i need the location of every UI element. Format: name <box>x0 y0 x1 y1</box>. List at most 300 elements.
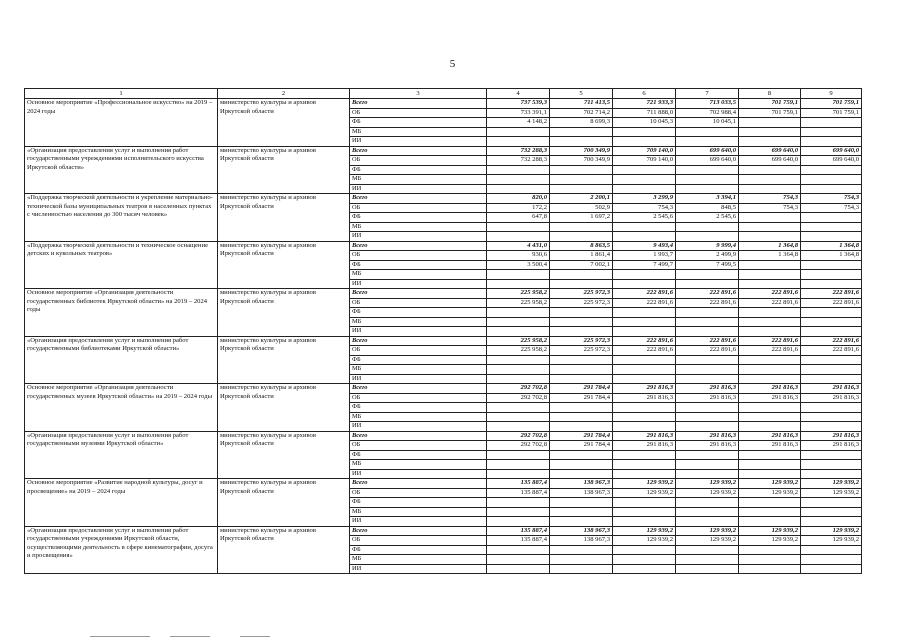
amount-cell: 222 891,6 <box>613 346 676 356</box>
amount-cell <box>487 555 550 565</box>
amount-cell <box>801 137 862 147</box>
amount-cell <box>801 279 862 289</box>
amount-cell <box>801 213 862 223</box>
funding-source: МБ <box>350 175 487 185</box>
amount-cell <box>550 517 613 527</box>
measure-name: Основное мероприятие «Профессиональное искусство» на 2019 – 2024 годы <box>25 99 218 147</box>
funding-source: ФБ <box>350 213 487 223</box>
amount-cell: 291 784,4 <box>550 393 613 403</box>
amount-cell <box>550 279 613 289</box>
amount-cell <box>801 175 862 185</box>
amount-cell <box>613 564 676 574</box>
amount-cell <box>676 222 739 232</box>
amount-cell: 701 759,1 <box>739 108 801 118</box>
amount-cell <box>550 450 613 460</box>
amount-cell: 732 288,3 <box>487 156 550 166</box>
amount-cell: 129 939,2 <box>613 526 676 536</box>
measure-name: «Организация предоставления услуг и выполнения работ государственными библиотеками Иркутской области» <box>25 336 218 384</box>
amount-cell: 848,5 <box>676 203 739 213</box>
amount-cell <box>739 165 801 175</box>
amount-cell: 737 539,3 <box>487 99 550 109</box>
responsible-org: министерство культуры и архивов Иркутской области <box>218 479 350 527</box>
amount-cell <box>739 184 801 194</box>
amount-cell: 754,3 <box>801 203 862 213</box>
funding-source: Всего <box>350 526 487 536</box>
amount-cell: 699 640,0 <box>739 156 801 166</box>
responsible-org: министерство культуры и архивов Иркутской области <box>218 194 350 242</box>
amount-cell <box>739 137 801 147</box>
amount-cell <box>676 507 739 517</box>
amount-cell: 291 816,3 <box>676 441 739 451</box>
header-cell-1: 1 <box>25 89 218 99</box>
amount-cell: 222 891,6 <box>613 336 676 346</box>
measure-name: Основное мероприятие «Развитие народной культуры, досуг и просвещение» на 2019 – 2024 годы <box>25 479 218 527</box>
amount-cell <box>676 175 739 185</box>
amount-cell <box>801 270 862 280</box>
amount-cell: 7 499,5 <box>676 260 739 270</box>
amount-cell <box>613 412 676 422</box>
amount-cell <box>801 422 862 432</box>
amount-cell: 222 891,6 <box>676 298 739 308</box>
responsible-org: министерство культуры и архивов Иркутской области <box>218 241 350 289</box>
funding-source: МБ <box>350 270 487 280</box>
amount-cell <box>613 374 676 384</box>
amount-cell: 7 002,1 <box>550 260 613 270</box>
amount-cell <box>739 507 801 517</box>
amount-cell: 225 972,3 <box>550 298 613 308</box>
funding-source: ИИ <box>350 469 487 479</box>
amount-cell <box>487 232 550 242</box>
amount-cell <box>801 232 862 242</box>
amount-cell <box>739 213 801 223</box>
amount-cell <box>676 412 739 422</box>
amount-cell <box>550 355 613 365</box>
amount-cell: 222 891,6 <box>739 289 801 299</box>
amount-cell <box>487 545 550 555</box>
funding-source: ФБ <box>350 118 487 128</box>
amount-cell <box>676 498 739 508</box>
amount-cell <box>739 498 801 508</box>
measure-name: «Организация предоставления услуг и выполнения работ государственными учреждениями Иркутской области, осуществляющими деятельность в сфере кинематографии, досуга и просвещения» <box>25 526 218 574</box>
amount-cell <box>676 450 739 460</box>
amount-cell <box>487 317 550 327</box>
amount-cell: 4 431,0 <box>487 241 550 251</box>
amount-cell <box>739 545 801 555</box>
amount-cell: 135 887,4 <box>487 488 550 498</box>
amount-cell <box>739 564 801 574</box>
header-cell-8: 8 <box>739 89 801 99</box>
amount-cell: 172,2 <box>487 203 550 213</box>
amount-cell: 129 939,2 <box>739 526 801 536</box>
amount-cell <box>676 374 739 384</box>
amount-cell <box>550 232 613 242</box>
amount-cell <box>739 175 801 185</box>
amount-cell <box>487 507 550 517</box>
amount-cell: 291 784,4 <box>550 441 613 451</box>
amount-cell <box>739 317 801 327</box>
amount-cell: 292 702,8 <box>487 384 550 394</box>
amount-cell: 291 816,3 <box>801 431 862 441</box>
header-cell-3: 3 <box>350 89 487 99</box>
amount-cell: 699 640,0 <box>739 146 801 156</box>
amount-cell <box>676 545 739 555</box>
amount-cell <box>613 469 676 479</box>
amount-cell <box>550 222 613 232</box>
funding-source: МБ <box>350 555 487 565</box>
amount-cell: 1 364,8 <box>739 251 801 261</box>
funding-source: МБ <box>350 317 487 327</box>
funding-source: ФБ <box>350 450 487 460</box>
amount-cell: 129 939,2 <box>739 488 801 498</box>
amount-cell <box>487 450 550 460</box>
amount-cell: 291 816,3 <box>613 441 676 451</box>
amount-cell <box>613 317 676 327</box>
amount-cell <box>801 308 862 318</box>
amount-cell: 222 891,6 <box>739 298 801 308</box>
amount-cell: 225 958,2 <box>487 298 550 308</box>
table-row <box>25 526 862 536</box>
measure-name: «Организация предоставления услуг и выполнения работ государственными музеями Иркутской области» <box>25 431 218 479</box>
amount-cell <box>801 403 862 413</box>
amount-cell: 222 891,6 <box>801 346 862 356</box>
amount-cell: 292 702,8 <box>487 393 550 403</box>
funding-source: МБ <box>350 412 487 422</box>
amount-cell <box>801 450 862 460</box>
amount-cell <box>613 279 676 289</box>
amount-cell <box>613 450 676 460</box>
amount-cell: 699 640,0 <box>801 146 862 156</box>
amount-cell: 647,8 <box>487 213 550 223</box>
amount-cell <box>801 374 862 384</box>
amount-cell <box>613 365 676 375</box>
amount-cell: 291 784,4 <box>550 384 613 394</box>
amount-cell <box>487 374 550 384</box>
table-row <box>25 241 862 251</box>
amount-cell <box>613 555 676 565</box>
responsible-org: министерство культуры и архивов Иркутской области <box>218 384 350 432</box>
funding-source: МБ <box>350 460 487 470</box>
measure-name: Основное мероприятие «Организация деятельности государственных музеев Иркутской области» на 2019 – 2024 годы <box>25 384 218 432</box>
measure-name: «Поддержка творческой деятельности и техническое оснащение детских и кукольных театров» <box>25 241 218 289</box>
amount-cell <box>676 327 739 337</box>
amount-cell: 129 939,2 <box>801 526 862 536</box>
funding-source: ОБ <box>350 441 487 451</box>
amount-cell <box>613 498 676 508</box>
funding-source: Всего <box>350 384 487 394</box>
responsible-org: министерство культуры и архивов Иркутской области <box>218 146 350 194</box>
amount-cell: 222 891,6 <box>801 336 862 346</box>
amount-cell: 291 784,4 <box>550 431 613 441</box>
amount-cell <box>801 517 862 527</box>
amount-cell: 222 891,6 <box>676 289 739 299</box>
amount-cell <box>801 564 862 574</box>
amount-cell <box>487 517 550 527</box>
amount-cell: 2 545,6 <box>613 213 676 223</box>
amount-cell <box>487 469 550 479</box>
amount-cell <box>676 460 739 470</box>
amount-cell: 4 148,2 <box>487 118 550 128</box>
amount-cell <box>739 422 801 432</box>
table-row <box>25 431 862 441</box>
amount-cell <box>550 545 613 555</box>
amount-cell <box>550 422 613 432</box>
funding-source: Всего <box>350 479 487 489</box>
amount-cell <box>487 403 550 413</box>
amount-cell: 292 702,8 <box>487 441 550 451</box>
amount-cell <box>801 469 862 479</box>
amount-cell: 10 045,3 <box>613 118 676 128</box>
amount-cell <box>676 137 739 147</box>
table-row <box>25 479 862 489</box>
amount-cell: 129 939,2 <box>801 536 862 546</box>
amount-cell: 3 299,9 <box>613 194 676 204</box>
amount-cell <box>676 517 739 527</box>
amount-cell <box>676 469 739 479</box>
funding-source: ФБ <box>350 260 487 270</box>
funding-source: ИИ <box>350 232 487 242</box>
amount-cell <box>550 469 613 479</box>
amount-cell: 700 349,9 <box>550 156 613 166</box>
amount-cell: 222 891,6 <box>613 289 676 299</box>
amount-cell <box>613 222 676 232</box>
amount-cell <box>550 127 613 137</box>
amount-cell <box>676 422 739 432</box>
amount-cell <box>739 308 801 318</box>
amount-cell <box>550 374 613 384</box>
amount-cell <box>613 127 676 137</box>
amount-cell <box>801 327 862 337</box>
amount-cell <box>550 412 613 422</box>
amount-cell <box>550 365 613 375</box>
amount-cell: 291 816,3 <box>801 441 862 451</box>
amount-cell: 222 891,6 <box>676 346 739 356</box>
responsible-org: министерство культуры и архивов Иркутской области <box>218 99 350 147</box>
amount-cell: 1 697,2 <box>550 213 613 223</box>
responsible-org: министерство культуры и архивов Иркутской области <box>218 431 350 479</box>
funding-source: ОБ <box>350 156 487 166</box>
amount-cell: 3 500,4 <box>487 260 550 270</box>
amount-cell: 699 640,0 <box>676 146 739 156</box>
amount-cell <box>487 279 550 289</box>
amount-cell <box>613 137 676 147</box>
amount-cell: 291 816,3 <box>676 384 739 394</box>
amount-cell <box>801 184 862 194</box>
amount-cell: 129 939,2 <box>613 479 676 489</box>
amount-cell: 135 887,4 <box>487 526 550 536</box>
amount-cell: 129 939,2 <box>676 479 739 489</box>
amount-cell <box>739 469 801 479</box>
amount-cell <box>676 355 739 365</box>
amount-cell: 291 816,3 <box>739 441 801 451</box>
funding-source: МБ <box>350 507 487 517</box>
amount-cell <box>801 118 862 128</box>
amount-cell: 222 891,6 <box>613 298 676 308</box>
funding-source: ИИ <box>350 184 487 194</box>
scan-edge-marks <box>0 634 905 640</box>
amount-cell <box>739 450 801 460</box>
amount-cell: 732 288,3 <box>487 146 550 156</box>
amount-cell: 733 391,1 <box>487 108 550 118</box>
funding-source: Всего <box>350 146 487 156</box>
amount-cell: 1 364,8 <box>801 241 862 251</box>
measure-name: «Организация предоставления услуг и выполнения работ государственными учреждениями исполнительского искусства Иркутской области» <box>25 146 218 194</box>
amount-cell <box>550 270 613 280</box>
amount-cell: 222 891,6 <box>801 289 862 299</box>
amount-cell <box>739 460 801 470</box>
amount-cell <box>613 270 676 280</box>
amount-cell: 129 939,2 <box>613 536 676 546</box>
amount-cell <box>739 222 801 232</box>
amount-cell <box>739 374 801 384</box>
amount-cell: 291 816,3 <box>801 384 862 394</box>
funding-source: Всего <box>350 194 487 204</box>
funding-source: ОБ <box>350 108 487 118</box>
responsible-org: министерство культуры и архивов Иркутской области <box>218 289 350 337</box>
amount-cell <box>487 137 550 147</box>
amount-cell: 138 967,3 <box>550 479 613 489</box>
amount-cell: 2 200,1 <box>550 194 613 204</box>
amount-cell <box>550 460 613 470</box>
amount-cell: 222 891,6 <box>801 298 862 308</box>
amount-cell: 225 958,2 <box>487 289 550 299</box>
amount-cell <box>676 184 739 194</box>
amount-cell <box>801 460 862 470</box>
amount-cell <box>801 222 862 232</box>
header-cell-5: 5 <box>550 89 613 99</box>
amount-cell: 222 891,6 <box>739 336 801 346</box>
amount-cell: 754,3 <box>613 203 676 213</box>
amount-cell <box>487 422 550 432</box>
funding-source: ОБ <box>350 251 487 261</box>
amount-cell <box>487 412 550 422</box>
amount-cell <box>739 279 801 289</box>
amount-cell <box>676 165 739 175</box>
amount-cell <box>550 327 613 337</box>
amount-cell: 2 545,6 <box>676 213 739 223</box>
amount-cell <box>487 127 550 137</box>
amount-cell: 291 816,3 <box>739 393 801 403</box>
header-cell-6: 6 <box>613 89 676 99</box>
amount-cell <box>550 403 613 413</box>
amount-cell: 701 759,1 <box>739 99 801 109</box>
table-row <box>25 194 862 204</box>
amount-cell <box>801 507 862 517</box>
amount-cell: 135 887,4 <box>487 479 550 489</box>
funding-source: ОБ <box>350 346 487 356</box>
amount-cell <box>801 355 862 365</box>
amount-cell <box>487 165 550 175</box>
amount-cell: 138 967,3 <box>550 526 613 536</box>
responsible-org: министерство культуры и архивов Иркутской области <box>218 526 350 574</box>
amount-cell: 225 958,2 <box>487 346 550 356</box>
table-row <box>25 336 862 346</box>
measure-name: Основное мероприятие «Организация деятельности государственных библиотек Иркутской области» на 2019 – 2024 годы <box>25 289 218 337</box>
funding-source: ОБ <box>350 488 487 498</box>
amount-cell <box>550 555 613 565</box>
page-number: 5 <box>449 58 456 70</box>
funding-source: ФБ <box>350 498 487 508</box>
header-row <box>25 89 862 99</box>
amount-cell <box>613 460 676 470</box>
funding-source: ИИ <box>350 422 487 432</box>
amount-cell <box>613 232 676 242</box>
funding-source: ОБ <box>350 536 487 546</box>
amount-cell <box>676 555 739 565</box>
amount-cell <box>739 127 801 137</box>
amount-cell <box>676 317 739 327</box>
amount-cell: 225 972,3 <box>550 289 613 299</box>
amount-cell: 8 863,5 <box>550 241 613 251</box>
responsible-org: министерство культуры и архивов Иркутской области <box>218 336 350 384</box>
amount-cell: 700 349,9 <box>550 146 613 156</box>
funding-source: ИИ <box>350 137 487 147</box>
amount-cell: 699 640,0 <box>676 156 739 166</box>
table-row <box>25 289 862 299</box>
amount-cell <box>801 555 862 565</box>
amount-cell <box>550 308 613 318</box>
amount-cell: 291 816,3 <box>613 393 676 403</box>
amount-cell <box>739 403 801 413</box>
funding-source: Всего <box>350 289 487 299</box>
amount-cell <box>613 422 676 432</box>
amount-cell: 129 939,2 <box>613 488 676 498</box>
amount-cell <box>613 517 676 527</box>
amount-cell: 721 933,3 <box>613 99 676 109</box>
amount-cell: 291 816,3 <box>613 384 676 394</box>
amount-cell <box>801 127 862 137</box>
amount-cell: 222 891,6 <box>739 346 801 356</box>
amount-cell: 701 759,1 <box>801 99 862 109</box>
amount-cell: 9 999,4 <box>676 241 739 251</box>
amount-cell: 292 702,8 <box>487 431 550 441</box>
amount-cell <box>487 498 550 508</box>
amount-cell <box>550 137 613 147</box>
amount-cell: 291 816,3 <box>676 393 739 403</box>
funding-source: ФБ <box>350 308 487 318</box>
funding-source: ИИ <box>350 374 487 384</box>
table-body <box>25 99 862 574</box>
amount-cell <box>613 184 676 194</box>
amount-cell: 225 972,3 <box>550 336 613 346</box>
amount-cell: 711 413,5 <box>550 99 613 109</box>
amount-cell <box>487 355 550 365</box>
amount-cell <box>613 175 676 185</box>
amount-cell <box>739 118 801 128</box>
amount-cell: 1 993,7 <box>613 251 676 261</box>
amount-cell: 225 958,2 <box>487 336 550 346</box>
amount-cell <box>613 165 676 175</box>
amount-cell: 709 140,0 <box>613 156 676 166</box>
amount-cell: 930,6 <box>487 251 550 261</box>
amount-cell <box>676 365 739 375</box>
amount-cell <box>487 270 550 280</box>
amount-cell <box>487 175 550 185</box>
amount-cell <box>739 327 801 337</box>
amount-cell: 138 967,3 <box>550 488 613 498</box>
amount-cell: 1 861,4 <box>550 251 613 261</box>
amount-cell <box>613 507 676 517</box>
amount-cell <box>550 317 613 327</box>
amount-cell: 10 045,1 <box>676 118 739 128</box>
header-cell-2: 2 <box>218 89 350 99</box>
amount-cell: 754,3 <box>739 194 801 204</box>
amount-cell <box>487 222 550 232</box>
amount-cell <box>676 127 739 137</box>
amount-cell <box>676 279 739 289</box>
amount-cell: 701 759,1 <box>801 108 862 118</box>
header-cell-4: 4 <box>487 89 550 99</box>
amount-cell: 129 939,2 <box>676 536 739 546</box>
